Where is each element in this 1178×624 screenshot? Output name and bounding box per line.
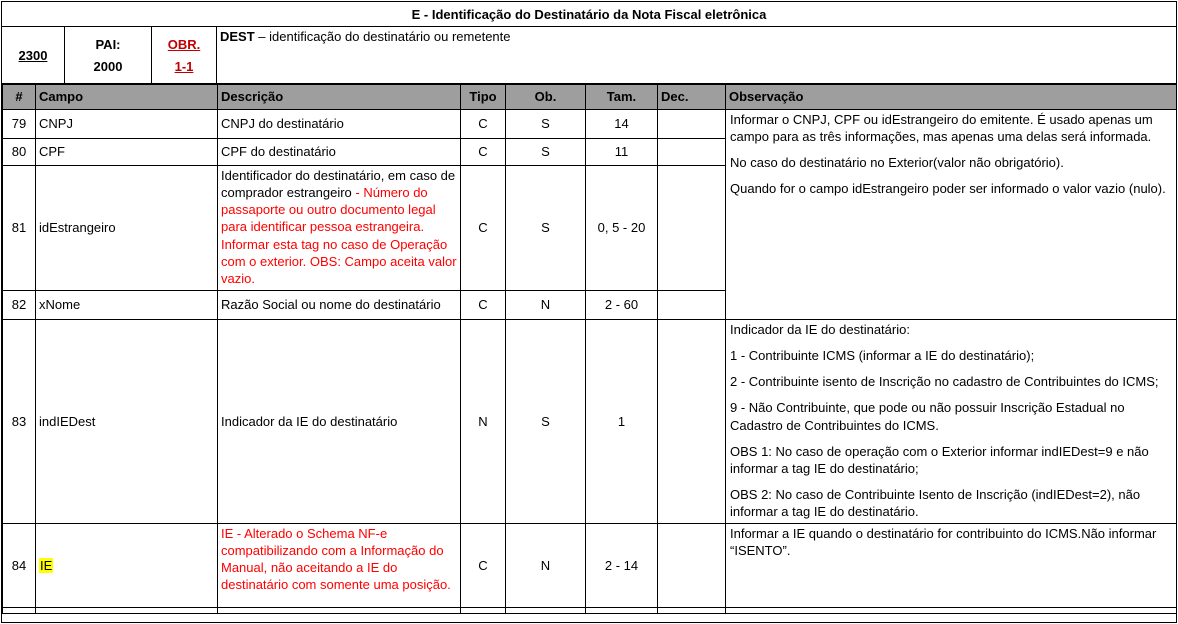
row84-campo-highlighted: IE (40, 557, 53, 573)
obs-paragraph: OBS 2: No caso de Contribuinte Isento de Inscrição (indIEDest=2), não informar a tag IE do destinatário. (730, 487, 1141, 520)
pai-label: PAI: (95, 36, 121, 52)
obr-label: OBR. (167, 36, 201, 52)
row84-num: 84 (3, 524, 36, 608)
obs-group-79-82-cell (726, 110, 1178, 320)
table-row (3, 320, 1178, 524)
row84-dec (658, 524, 726, 608)
group-id-cell (2, 27, 65, 83)
row83-num: 83 (3, 320, 36, 524)
group-pai-cell (65, 27, 152, 83)
document-page (1, 1, 1177, 623)
row82-tipo: C (461, 291, 506, 320)
table-row (3, 110, 1178, 139)
header-num: # (3, 85, 36, 110)
row81-ob: S (506, 166, 586, 291)
obs-paragraph: Quando for o campo idEstrangeiro poder ser informado o valor vazio (nulo). (730, 181, 1166, 197)
header-dec: Dec. (658, 85, 726, 110)
row80-dec (658, 139, 726, 166)
obs-paragraph: 9 - Não Contribuinte, que pode ou não possuir Inscrição Estadual no Cadastro de Contribuintes do ICMS. (730, 400, 1125, 433)
row81-descricao (218, 166, 461, 291)
row80-ob: S (506, 139, 586, 166)
row83-observacao-cell (726, 320, 1178, 524)
row79-campo: CNPJ (36, 110, 218, 139)
pai-value: 2000 (93, 58, 123, 74)
group-code: DEST (220, 29, 255, 44)
obs-paragraph: Informar a IE quando o destinatário for contribuinto do ICMS.Não informar “ISENTO”. (730, 526, 1157, 559)
row80-num: 80 (3, 139, 36, 166)
group-description: – identificação do destinatário ou remetente (254, 29, 511, 44)
group-obr-cell (152, 27, 217, 83)
row83-dec (658, 320, 726, 524)
section-title-text: E - Identificação do Destinatário da Nota Fiscal eletrônica (411, 6, 767, 22)
row84-ob: N (506, 524, 586, 608)
row81-tam: 0, 5 - 20 (586, 166, 658, 291)
obs-paragraph: Informar o CNPJ, CPF ou idEstrangeiro do emitente. É usado apenas um campo para as três informações, mas apenas uma delas será informada. (730, 112, 1153, 145)
row81-dec (658, 166, 726, 291)
obs-paragraph: Indicador da IE do destinatário: (730, 322, 910, 337)
header-ob: Ob. (506, 85, 586, 110)
row84-observacao-cell (726, 524, 1178, 608)
section-title (2, 2, 1176, 27)
row80-tipo: C (461, 139, 506, 166)
row81-num: 81 (3, 166, 36, 291)
row79-tam: 14 (586, 110, 658, 139)
row81-desc-black: Identificador do destinatário, em caso de comprador estrangeiro (221, 168, 456, 201)
row84-tipo: C (461, 524, 506, 608)
header-campo: Campo (36, 85, 218, 110)
header-tipo: Tipo (461, 85, 506, 110)
row83-tipo: N (461, 320, 506, 524)
table-row (3, 524, 1178, 608)
group-description-cell (217, 27, 1176, 83)
row82-num: 82 (3, 291, 36, 320)
row81-desc-red: - Número do passaporte ou outro documento legal para identificar pessoa estrangeira. Informar esta tag no caso de Operação com o exterior. OBS: Campo aceita valor vazio. (221, 185, 457, 286)
row83-tam: 1 (586, 320, 658, 524)
header-tam: Tam. (586, 85, 658, 110)
obs-paragraph: 2 - Contribuinte isento de Inscrição no cadastro de Contribuintes do ICMS; (730, 374, 1159, 390)
header-observacao: Observação (726, 85, 1178, 110)
next-row-clipped (3, 608, 1178, 614)
row82-ob: N (506, 291, 586, 320)
row80-campo: CPF (36, 139, 218, 166)
row84-tam: 2 - 14 (586, 524, 658, 608)
fields-table (2, 84, 1177, 614)
row79-descricao: CNPJ do destinatário (218, 110, 461, 139)
group-info-row (2, 27, 1176, 84)
row84-descricao: IE - Alterado o Schema NF-e compatibilizando com a Informação do Manual, não aceitando a IE do destinatário com somente uma posição. (218, 524, 461, 608)
row83-descricao: Indicador da IE do destinatário (218, 320, 461, 524)
row79-dec (658, 110, 726, 139)
obr-value: 1-1 (174, 58, 194, 74)
obs-paragraph: 1 - Contribuinte ICMS (informar a IE do destinatário); (730, 348, 1035, 364)
row79-num: 79 (3, 110, 36, 139)
row81-tipo: C (461, 166, 506, 291)
row79-tipo: C (461, 110, 506, 139)
row82-descricao: Razão Social ou nome do destinatário (218, 291, 461, 320)
obs-paragraph: OBS 1: No caso de operação com o Exterior informar indIEDest=9 e não informar a tag IE do destinatário; (730, 443, 1149, 476)
row80-tam: 11 (586, 139, 658, 166)
header-descricao: Descrição (218, 85, 461, 110)
row79-ob: S (506, 110, 586, 139)
row83-ob: S (506, 320, 586, 524)
table-header-row (3, 85, 1178, 110)
row83-campo: indIEDest (36, 320, 218, 524)
row82-tam: 2 - 60 (586, 291, 658, 320)
row82-campo: xNome (36, 291, 218, 320)
row84-campo-cell (36, 524, 218, 608)
obs-paragraph: No caso do destinatário no Exterior(valor não obrigatório). (730, 155, 1064, 171)
row82-dec (658, 291, 726, 320)
row80-descricao: CPF do destinatário (218, 139, 461, 166)
group-id: 2300 (18, 47, 48, 63)
row81-campo: idEstrangeiro (36, 166, 218, 291)
